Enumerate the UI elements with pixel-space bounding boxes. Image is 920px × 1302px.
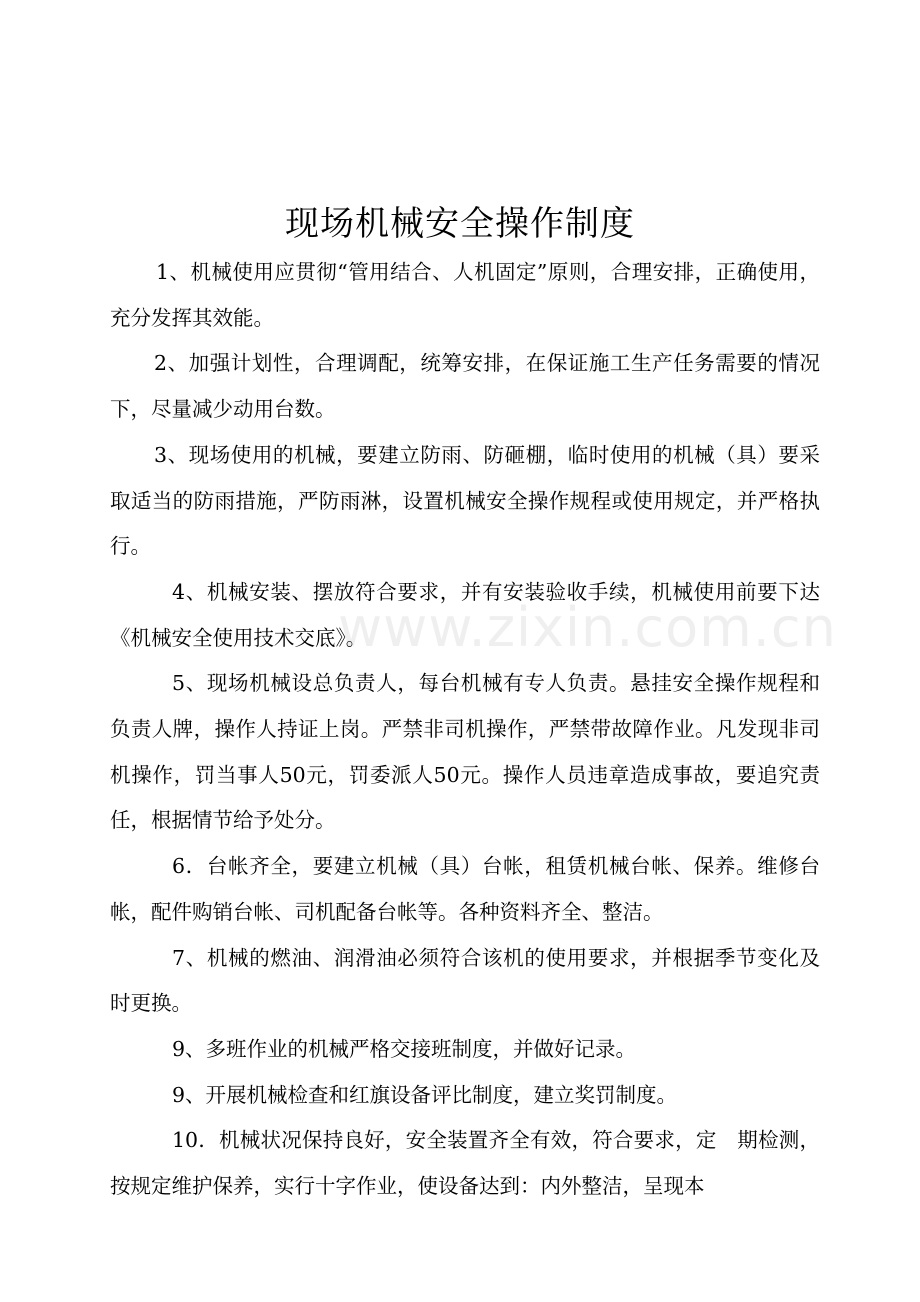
- watermark: www.zixin.com.cn: [338, 596, 837, 659]
- paragraph-6: 6．台帐齐全，要建立机械（具）台帐，租赁机械台帐、保养。维修台帐，配件购销台帐、司机配备台帐等。各种资料齐全、整洁。: [110, 854, 820, 924]
- paragraph-2: 2、加强计划性，合理调配，统筹安排，在保证施工生产任务需要的情况下，尽量减少动用台数。: [110, 351, 820, 422]
- paragraph-10: 10．机械状况保持良好，安全装置齐全有效，符合要求，定 期检测，按规定维护保养，实行十字作业，使设备达到：内外整洁，呈现本: [110, 1128, 820, 1199]
- paragraph-3: 3、现场使用的机械，要建立防雨、防砸棚，临时使用的机械（具）要采取适当的防雨措施，严防雨淋，设置机械安全操作规程或使用规定，并严格执行。: [110, 442, 820, 559]
- paragraph-8: 9、多班作业的机械严格交接班制度，并做好记录。: [172, 1036, 637, 1061]
- paragraph-1: 1、机械使用应贯彻“管用结合、人机固定”原则，合理安排，正确使用，充分发挥其效能。: [110, 260, 820, 330]
- paragraph-4: 4、机械安装、摆放符合要求，并有安装验收手续，机械使用前要下达《机械安全使用技术交底》。: [110, 579, 820, 650]
- page-title: 现场机械安全操作制度: [285, 204, 635, 244]
- paragraph-9: 9、开展机械检查和红旗设备评比制度，建立奖罚制度。: [172, 1082, 678, 1107]
- document-body: [110, 250, 820, 1210]
- paragraph-5: 5、现场机械设总负责人，每台机械有专人负责。悬挂安全操作规程和负责人牌，操作人持证上岗。严禁非司机操作，严禁带故障作业。凡发现非司机操作，罚当事人50元，罚委派人50元。操作人员违章造成事故，要追究责任，根据情节给予处分。: [110, 671, 820, 833]
- paragraph-7: 7、机械的燃油、润滑油必须符合该机的使用要求，并根据季节变化及时更换。: [110, 945, 820, 1016]
